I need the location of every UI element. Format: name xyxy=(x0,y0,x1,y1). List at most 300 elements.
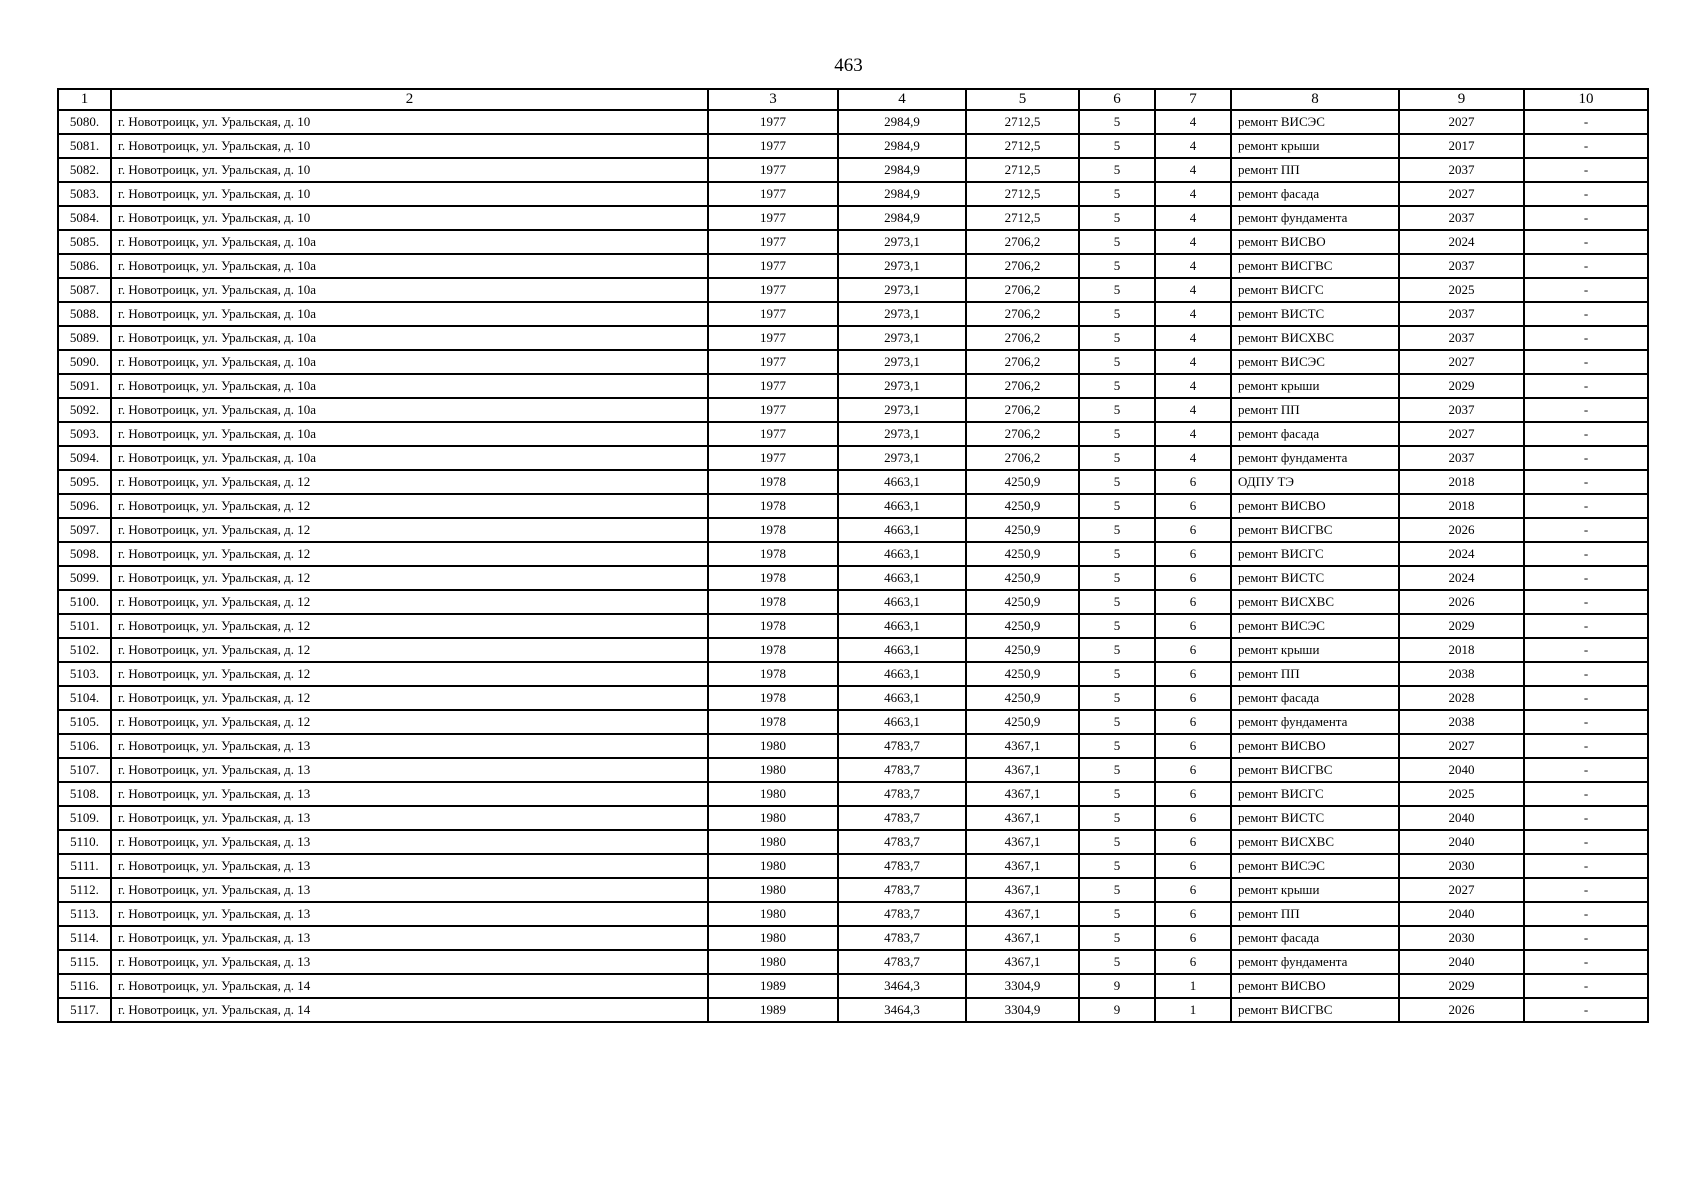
cell-entrances: 6 xyxy=(1155,950,1231,974)
table-row xyxy=(58,230,1648,254)
cell-living-area: 2706,2 xyxy=(966,302,1079,326)
cell-note: - xyxy=(1524,542,1648,566)
cell-number: 5095. xyxy=(58,470,111,494)
table-row xyxy=(58,206,1648,230)
table-row xyxy=(58,398,1648,422)
cell-address: г. Новотроицк, ул. Уральская, д. 13 xyxy=(111,782,708,806)
cell-address: г. Новотроицк, ул. Уральская, д. 10 xyxy=(111,182,708,206)
cell-address: г. Новотроицк, ул. Уральская, д. 10а xyxy=(111,278,708,302)
cell-year: 1978 xyxy=(708,686,838,710)
cell-note: - xyxy=(1524,902,1648,926)
cell-total-area: 2973,1 xyxy=(838,422,966,446)
table-row xyxy=(58,902,1648,926)
cell-address: г. Новотроицк, ул. Уральская, д. 10а xyxy=(111,374,708,398)
cell-planned-year: 2024 xyxy=(1399,230,1524,254)
cell-living-area: 4367,1 xyxy=(966,878,1079,902)
cell-number: 5107. xyxy=(58,758,111,782)
cell-address: г. Новотроицк, ул. Уральская, д. 13 xyxy=(111,854,708,878)
cell-year: 1978 xyxy=(708,590,838,614)
cell-number: 5093. xyxy=(58,422,111,446)
cell-note: - xyxy=(1524,614,1648,638)
cell-number: 5084. xyxy=(58,206,111,230)
cell-planned-year: 2027 xyxy=(1399,182,1524,206)
cell-year: 1980 xyxy=(708,854,838,878)
cell-total-area: 2973,1 xyxy=(838,350,966,374)
cell-floors: 5 xyxy=(1079,158,1155,182)
cell-year: 1977 xyxy=(708,254,838,278)
cell-total-area: 4783,7 xyxy=(838,950,966,974)
column-header-living-area: 5 xyxy=(966,89,1079,110)
cell-planned-year: 2027 xyxy=(1399,110,1524,134)
cell-work-type: ремонт ВИСХВС xyxy=(1231,830,1399,854)
cell-planned-year: 2017 xyxy=(1399,134,1524,158)
cell-planned-year: 2037 xyxy=(1399,326,1524,350)
cell-number: 5091. xyxy=(58,374,111,398)
cell-planned-year: 2040 xyxy=(1399,758,1524,782)
cell-address: г. Новотроицк, ул. Уральская, д. 10а xyxy=(111,302,708,326)
cell-entrances: 6 xyxy=(1155,710,1231,734)
table-row xyxy=(58,326,1648,350)
table-row xyxy=(58,638,1648,662)
cell-floors: 5 xyxy=(1079,494,1155,518)
cell-planned-year: 2037 xyxy=(1399,206,1524,230)
cell-floors: 5 xyxy=(1079,638,1155,662)
table-row xyxy=(58,302,1648,326)
cell-total-area: 2973,1 xyxy=(838,230,966,254)
cell-living-area: 4250,9 xyxy=(966,614,1079,638)
cell-note: - xyxy=(1524,446,1648,470)
cell-planned-year: 2037 xyxy=(1399,158,1524,182)
cell-planned-year: 2038 xyxy=(1399,710,1524,734)
cell-work-type: ремонт фасада xyxy=(1231,422,1399,446)
cell-note: - xyxy=(1524,230,1648,254)
cell-note: - xyxy=(1524,326,1648,350)
cell-floors: 9 xyxy=(1079,998,1155,1022)
cell-floors: 5 xyxy=(1079,590,1155,614)
cell-living-area: 2712,5 xyxy=(966,110,1079,134)
cell-year: 1977 xyxy=(708,110,838,134)
cell-living-area: 4250,9 xyxy=(966,494,1079,518)
cell-total-area: 2973,1 xyxy=(838,398,966,422)
cell-floors: 5 xyxy=(1079,470,1155,494)
cell-work-type: ремонт ВИСГС xyxy=(1231,278,1399,302)
cell-note: - xyxy=(1524,974,1648,998)
cell-note: - xyxy=(1524,350,1648,374)
cell-address: г. Новотроицк, ул. Уральская, д. 12 xyxy=(111,542,708,566)
cell-address: г. Новотроицк, ул. Уральская, д. 12 xyxy=(111,470,708,494)
cell-planned-year: 2029 xyxy=(1399,614,1524,638)
cell-work-type: ремонт фундамента xyxy=(1231,206,1399,230)
cell-work-type: ремонт ВИСГС xyxy=(1231,542,1399,566)
cell-number: 5115. xyxy=(58,950,111,974)
cell-living-area: 2706,2 xyxy=(966,278,1079,302)
cell-year: 1977 xyxy=(708,206,838,230)
table-row xyxy=(58,470,1648,494)
cell-planned-year: 2037 xyxy=(1399,398,1524,422)
cell-planned-year: 2040 xyxy=(1399,950,1524,974)
cell-note: - xyxy=(1524,830,1648,854)
cell-note: - xyxy=(1524,182,1648,206)
table-row xyxy=(58,110,1648,134)
cell-living-area: 4250,9 xyxy=(966,470,1079,494)
cell-total-area: 4663,1 xyxy=(838,566,966,590)
cell-note: - xyxy=(1524,806,1648,830)
cell-number: 5108. xyxy=(58,782,111,806)
cell-work-type: ремонт ВИСТС xyxy=(1231,566,1399,590)
cell-planned-year: 2018 xyxy=(1399,494,1524,518)
cell-number: 5090. xyxy=(58,350,111,374)
cell-planned-year: 2040 xyxy=(1399,830,1524,854)
cell-work-type: ремонт фасада xyxy=(1231,182,1399,206)
cell-entrances: 6 xyxy=(1155,806,1231,830)
cell-number: 5099. xyxy=(58,566,111,590)
cell-planned-year: 2025 xyxy=(1399,278,1524,302)
cell-work-type: ремонт ВИСТС xyxy=(1231,302,1399,326)
cell-address: г. Новотроицк, ул. Уральская, д. 10 xyxy=(111,206,708,230)
cell-total-area: 3464,3 xyxy=(838,998,966,1022)
cell-number: 5098. xyxy=(58,542,111,566)
cell-work-type: ремонт ВИСВО xyxy=(1231,734,1399,758)
cell-work-type: ремонт ВИСГВС xyxy=(1231,518,1399,542)
cell-address: г. Новотроицк, ул. Уральская, д. 13 xyxy=(111,830,708,854)
cell-entrances: 4 xyxy=(1155,398,1231,422)
table-row xyxy=(58,686,1648,710)
cell-number: 5087. xyxy=(58,278,111,302)
cell-number: 5088. xyxy=(58,302,111,326)
cell-work-type: ремонт ПП xyxy=(1231,398,1399,422)
cell-work-type: ремонт ВИСТС xyxy=(1231,806,1399,830)
cell-number: 5109. xyxy=(58,806,111,830)
cell-total-area: 2973,1 xyxy=(838,278,966,302)
cell-work-type: ремонт ВИСВО xyxy=(1231,230,1399,254)
table-row xyxy=(58,734,1648,758)
table-row xyxy=(58,542,1648,566)
cell-number: 5100. xyxy=(58,590,111,614)
cell-year: 1978 xyxy=(708,638,838,662)
cell-year: 1977 xyxy=(708,398,838,422)
cell-total-area: 2973,1 xyxy=(838,302,966,326)
cell-number: 5092. xyxy=(58,398,111,422)
cell-total-area: 4663,1 xyxy=(838,614,966,638)
cell-total-area: 4783,7 xyxy=(838,758,966,782)
table-row xyxy=(58,878,1648,902)
cell-entrances: 6 xyxy=(1155,566,1231,590)
cell-living-area: 2712,5 xyxy=(966,206,1079,230)
cell-address: г. Новотроицк, ул. Уральская, д. 10а xyxy=(111,398,708,422)
cell-work-type: ремонт ПП xyxy=(1231,902,1399,926)
cell-living-area: 4367,1 xyxy=(966,830,1079,854)
cell-planned-year: 2018 xyxy=(1399,638,1524,662)
cell-address: г. Новотроицк, ул. Уральская, д. 10а xyxy=(111,326,708,350)
cell-work-type: ремонт ВИСГВС xyxy=(1231,254,1399,278)
cell-year: 1978 xyxy=(708,470,838,494)
cell-number: 5110. xyxy=(58,830,111,854)
cell-address: г. Новотроицк, ул. Уральская, д. 12 xyxy=(111,494,708,518)
cell-note: - xyxy=(1524,950,1648,974)
cell-entrances: 6 xyxy=(1155,734,1231,758)
cell-entrances: 4 xyxy=(1155,206,1231,230)
cell-work-type: ремонт ВИСХВС xyxy=(1231,326,1399,350)
cell-year: 1980 xyxy=(708,902,838,926)
cell-total-area: 2973,1 xyxy=(838,374,966,398)
cell-note: - xyxy=(1524,710,1648,734)
cell-entrances: 6 xyxy=(1155,662,1231,686)
cell-year: 1978 xyxy=(708,542,838,566)
table-row xyxy=(58,158,1648,182)
cell-number: 5111. xyxy=(58,854,111,878)
cell-address: г. Новотроицк, ул. Уральская, д. 10 xyxy=(111,158,708,182)
cell-total-area: 4663,1 xyxy=(838,710,966,734)
cell-note: - xyxy=(1524,494,1648,518)
cell-address: г. Новотроицк, ул. Уральская, д. 10а xyxy=(111,422,708,446)
cell-number: 5096. xyxy=(58,494,111,518)
cell-living-area: 4367,1 xyxy=(966,950,1079,974)
cell-floors: 5 xyxy=(1079,374,1155,398)
cell-total-area: 2984,9 xyxy=(838,206,966,230)
cell-floors: 5 xyxy=(1079,758,1155,782)
table-row xyxy=(58,590,1648,614)
table-header-row xyxy=(58,89,1648,110)
cell-year: 1978 xyxy=(708,518,838,542)
cell-address: г. Новотроицк, ул. Уральская, д. 12 xyxy=(111,614,708,638)
cell-floors: 5 xyxy=(1079,950,1155,974)
cell-floors: 5 xyxy=(1079,446,1155,470)
cell-entrances: 6 xyxy=(1155,782,1231,806)
cell-note: - xyxy=(1524,566,1648,590)
cell-work-type: ремонт ВИСГВС xyxy=(1231,758,1399,782)
cell-year: 1978 xyxy=(708,494,838,518)
cell-total-area: 4783,7 xyxy=(838,902,966,926)
cell-planned-year: 2027 xyxy=(1399,350,1524,374)
column-header-total-area: 4 xyxy=(838,89,966,110)
cell-total-area: 2973,1 xyxy=(838,254,966,278)
cell-total-area: 4663,1 xyxy=(838,518,966,542)
cell-work-type: ремонт ВИСВО xyxy=(1231,974,1399,998)
cell-total-area: 2973,1 xyxy=(838,326,966,350)
cell-year: 1977 xyxy=(708,182,838,206)
cell-floors: 5 xyxy=(1079,734,1155,758)
column-header-work-type: 8 xyxy=(1231,89,1399,110)
cell-address: г. Новотроицк, ул. Уральская, д. 10а xyxy=(111,230,708,254)
cell-address: г. Новотроицк, ул. Уральская, д. 13 xyxy=(111,926,708,950)
column-header-entrances: 7 xyxy=(1155,89,1231,110)
cell-planned-year: 2028 xyxy=(1399,686,1524,710)
cell-floors: 5 xyxy=(1079,686,1155,710)
cell-work-type: ремонт ПП xyxy=(1231,662,1399,686)
cell-living-area: 4250,9 xyxy=(966,686,1079,710)
cell-floors: 5 xyxy=(1079,254,1155,278)
cell-total-area: 4663,1 xyxy=(838,662,966,686)
cell-planned-year: 2026 xyxy=(1399,998,1524,1022)
cell-entrances: 6 xyxy=(1155,494,1231,518)
cell-address: г. Новотроицк, ул. Уральская, д. 13 xyxy=(111,758,708,782)
cell-address: г. Новотроицк, ул. Уральская, д. 12 xyxy=(111,590,708,614)
cell-total-area: 4663,1 xyxy=(838,542,966,566)
table-row xyxy=(58,950,1648,974)
cell-number: 5081. xyxy=(58,134,111,158)
cell-note: - xyxy=(1524,518,1648,542)
cell-floors: 5 xyxy=(1079,710,1155,734)
cell-address: г. Новотроицк, ул. Уральская, д. 13 xyxy=(111,734,708,758)
cell-entrances: 6 xyxy=(1155,470,1231,494)
cell-planned-year: 2025 xyxy=(1399,782,1524,806)
cell-entrances: 4 xyxy=(1155,374,1231,398)
cell-year: 1980 xyxy=(708,926,838,950)
cell-number: 5112. xyxy=(58,878,111,902)
cell-work-type: ремонт фундамента xyxy=(1231,950,1399,974)
cell-address: г. Новотроицк, ул. Уральская, д. 14 xyxy=(111,998,708,1022)
table-row xyxy=(58,710,1648,734)
cell-number: 5117. xyxy=(58,998,111,1022)
cell-planned-year: 2027 xyxy=(1399,878,1524,902)
cell-entrances: 6 xyxy=(1155,830,1231,854)
cell-living-area: 4250,9 xyxy=(966,662,1079,686)
cell-work-type: ремонт фундамента xyxy=(1231,446,1399,470)
cell-total-area: 4783,7 xyxy=(838,926,966,950)
cell-planned-year: 2029 xyxy=(1399,974,1524,998)
cell-work-type: ремонт ВИСВО xyxy=(1231,494,1399,518)
cell-year: 1980 xyxy=(708,782,838,806)
table-row xyxy=(58,974,1648,998)
cell-work-type: ремонт фасада xyxy=(1231,926,1399,950)
cell-note: - xyxy=(1524,878,1648,902)
cell-entrances: 6 xyxy=(1155,542,1231,566)
cell-work-type: ремонт фундамента xyxy=(1231,710,1399,734)
cell-floors: 5 xyxy=(1079,398,1155,422)
cell-living-area: 4367,1 xyxy=(966,734,1079,758)
cell-work-type: ремонт ПП xyxy=(1231,158,1399,182)
cell-year: 1977 xyxy=(708,374,838,398)
cell-note: - xyxy=(1524,686,1648,710)
cell-total-area: 2984,9 xyxy=(838,134,966,158)
cell-number: 5116. xyxy=(58,974,111,998)
cell-living-area: 4250,9 xyxy=(966,590,1079,614)
cell-work-type: ремонт ВИСЭС xyxy=(1231,614,1399,638)
cell-address: г. Новотроицк, ул. Уральская, д. 10а xyxy=(111,350,708,374)
cell-work-type: ремонт фасада xyxy=(1231,686,1399,710)
cell-planned-year: 2026 xyxy=(1399,518,1524,542)
column-header-address: 2 xyxy=(111,89,708,110)
cell-work-type: ОДПУ ТЭ xyxy=(1231,470,1399,494)
cell-floors: 5 xyxy=(1079,854,1155,878)
cell-note: - xyxy=(1524,422,1648,446)
cell-entrances: 6 xyxy=(1155,590,1231,614)
cell-number: 5105. xyxy=(58,710,111,734)
cell-living-area: 4250,9 xyxy=(966,566,1079,590)
cell-total-area: 2973,1 xyxy=(838,446,966,470)
cell-number: 5080. xyxy=(58,110,111,134)
table-row xyxy=(58,566,1648,590)
cell-total-area: 3464,3 xyxy=(838,974,966,998)
cell-living-area: 4250,9 xyxy=(966,542,1079,566)
cell-total-area: 4663,1 xyxy=(838,494,966,518)
cell-year: 1977 xyxy=(708,278,838,302)
cell-entrances: 1 xyxy=(1155,974,1231,998)
cell-number: 5082. xyxy=(58,158,111,182)
cell-entrances: 4 xyxy=(1155,134,1231,158)
table-row xyxy=(58,662,1648,686)
cell-living-area: 4367,1 xyxy=(966,902,1079,926)
cell-entrances: 4 xyxy=(1155,350,1231,374)
cell-work-type: ремонт крыши xyxy=(1231,374,1399,398)
cell-year: 1980 xyxy=(708,830,838,854)
cell-entrances: 6 xyxy=(1155,614,1231,638)
cell-planned-year: 2030 xyxy=(1399,926,1524,950)
cell-note: - xyxy=(1524,302,1648,326)
cell-number: 5097. xyxy=(58,518,111,542)
cell-number: 5083. xyxy=(58,182,111,206)
cell-floors: 5 xyxy=(1079,230,1155,254)
column-header-year: 3 xyxy=(708,89,838,110)
cell-living-area: 2706,2 xyxy=(966,326,1079,350)
cell-living-area: 2706,2 xyxy=(966,446,1079,470)
cell-work-type: ремонт ВИСЭС xyxy=(1231,350,1399,374)
cell-entrances: 4 xyxy=(1155,230,1231,254)
cell-floors: 5 xyxy=(1079,542,1155,566)
cell-living-area: 4250,9 xyxy=(966,638,1079,662)
cell-entrances: 4 xyxy=(1155,422,1231,446)
cell-number: 5085. xyxy=(58,230,111,254)
cell-entrances: 4 xyxy=(1155,182,1231,206)
cell-total-area: 4783,7 xyxy=(838,734,966,758)
cell-total-area: 2984,9 xyxy=(838,110,966,134)
cell-planned-year: 2024 xyxy=(1399,542,1524,566)
cell-planned-year: 2038 xyxy=(1399,662,1524,686)
cell-year: 1977 xyxy=(708,158,838,182)
cell-note: - xyxy=(1524,470,1648,494)
cell-address: г. Новотроицк, ул. Уральская, д. 10 xyxy=(111,134,708,158)
cell-entrances: 4 xyxy=(1155,326,1231,350)
cell-note: - xyxy=(1524,278,1648,302)
cell-floors: 5 xyxy=(1079,566,1155,590)
cell-address: г. Новотроицк, ул. Уральская, д. 13 xyxy=(111,878,708,902)
cell-work-type: ремонт ВИСГС xyxy=(1231,782,1399,806)
cell-note: - xyxy=(1524,206,1648,230)
cell-address: г. Новотроицк, ул. Уральская, д. 10 xyxy=(111,110,708,134)
cell-entrances: 4 xyxy=(1155,110,1231,134)
cell-year: 1977 xyxy=(708,326,838,350)
cell-planned-year: 2026 xyxy=(1399,590,1524,614)
cell-entrances: 6 xyxy=(1155,902,1231,926)
cell-number: 5102. xyxy=(58,638,111,662)
cell-total-area: 4783,7 xyxy=(838,830,966,854)
cell-address: г. Новотроицк, ул. Уральская, д. 13 xyxy=(111,806,708,830)
cell-year: 1977 xyxy=(708,302,838,326)
table-row xyxy=(58,518,1648,542)
cell-number: 5103. xyxy=(58,662,111,686)
cell-living-area: 2706,2 xyxy=(966,254,1079,278)
cell-floors: 9 xyxy=(1079,974,1155,998)
cell-year: 1977 xyxy=(708,230,838,254)
cell-entrances: 6 xyxy=(1155,686,1231,710)
cell-note: - xyxy=(1524,590,1648,614)
cell-number: 5101. xyxy=(58,614,111,638)
cell-living-area: 2712,5 xyxy=(966,158,1079,182)
cell-note: - xyxy=(1524,398,1648,422)
cell-note: - xyxy=(1524,374,1648,398)
cell-living-area: 2706,2 xyxy=(966,230,1079,254)
cell-note: - xyxy=(1524,782,1648,806)
cell-entrances: 6 xyxy=(1155,758,1231,782)
cell-note: - xyxy=(1524,134,1648,158)
table-row xyxy=(58,782,1648,806)
cell-living-area: 3304,9 xyxy=(966,974,1079,998)
cell-year: 1977 xyxy=(708,446,838,470)
cell-address: г. Новотроицк, ул. Уральская, д. 12 xyxy=(111,518,708,542)
cell-address: г. Новотроицк, ул. Уральская, д. 10а xyxy=(111,446,708,470)
cell-living-area: 2712,5 xyxy=(966,182,1079,206)
cell-floors: 5 xyxy=(1079,302,1155,326)
